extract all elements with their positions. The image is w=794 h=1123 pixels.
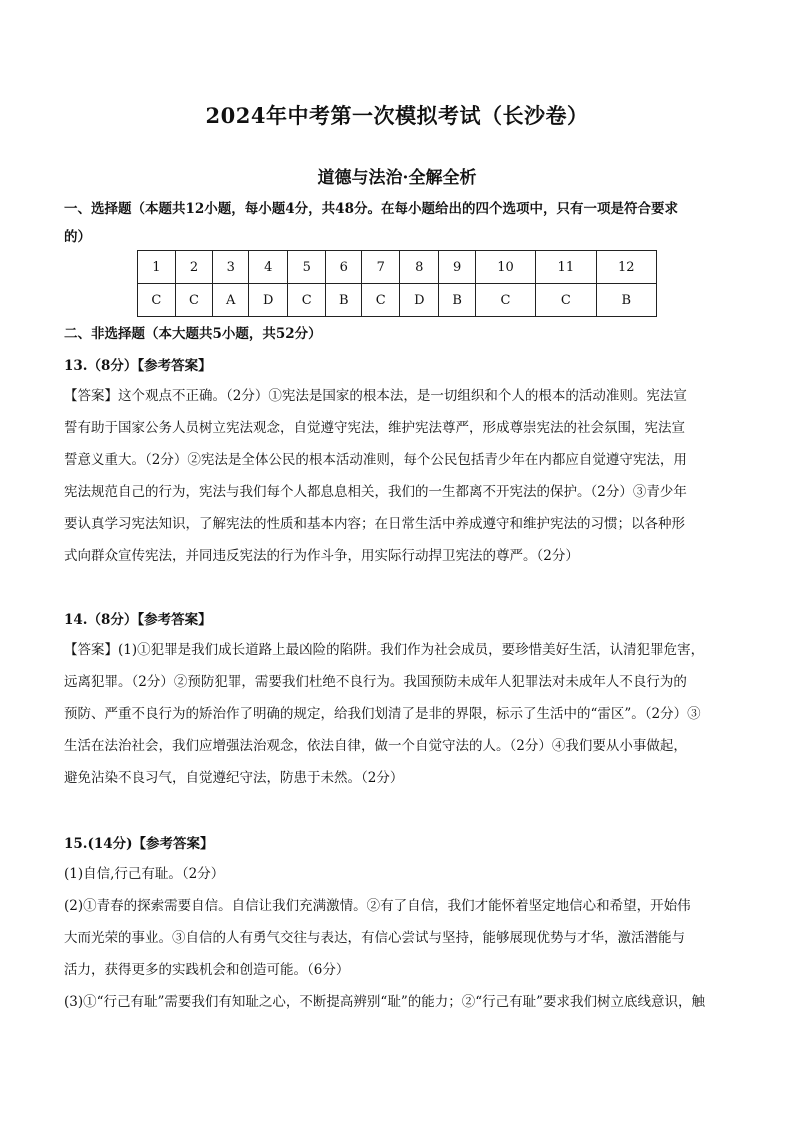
q15-answer-line: (3)①“行己有耻”需要我们有知耻之心，不断提高辨别“耻”的能力；②“行己有耻”要求我们树立底线意识，触 [64, 994, 706, 1010]
question-number-cell: 9 [439, 251, 475, 284]
question-number-cell: 11 [536, 251, 596, 284]
answer-cell: C [536, 284, 596, 317]
answer-table [137, 250, 657, 317]
question-number-cell: 5 [288, 251, 326, 284]
q13-answer-line: 要认真学习宪法知识，了解宪法的性质和基本内容；在日常生活中养成遵守和维护宪法的习惯；以各种形 [64, 516, 685, 532]
section1-heading-line1: 一、选择题（本题共12小题，每小题4分，共48分。在每小题给出的四个选项中，只有一项是符合要求 [64, 201, 678, 217]
question-number-cell: 3 [213, 251, 249, 284]
answer-cell: C [138, 284, 176, 317]
section2-heading: 二、非选择题（本大题共5小题，共52分） [64, 326, 322, 342]
question-number-cell: 7 [362, 251, 400, 284]
section1-heading-line2: 的） [64, 229, 91, 245]
q13-answer-line: 誓有助于国家公务人员树立宪法观念，自觉遵守宪法，维护宪法尊严，形成尊崇宪法的社会氛围，宪法宣 [64, 420, 685, 436]
question-number-cell: 6 [326, 251, 362, 284]
page-subtitle: 道德与法治·全解全析 [317, 168, 477, 188]
q14-answer-line: 避免沾染不良习气，自觉遵纪守法，防患于未然。（2分） [64, 770, 404, 786]
q15-answer-line: (1)自信,行己有耻。（2分） [64, 866, 225, 882]
q15-header: 15.(14分)【参考答案】 [64, 836, 214, 852]
question-number-cell: 4 [249, 251, 288, 284]
q13-answer-line: 式向群众宣传宪法，并同违反宪法的行为作斗争，用实际行动捍卫宪法的尊严。（2分） [64, 548, 579, 564]
answer-table-number-row [138, 251, 657, 284]
answer-cell: B [439, 284, 475, 317]
page-title: 2024年中考第一次模拟考试（长沙卷） [205, 103, 589, 128]
q15-answer-line: (2)①青春的探索需要自信。自信让我们充满激情。②有了自信，我们才能怀着坚定地信心和希望，开始伟 [64, 898, 691, 914]
answer-cell: C [175, 284, 213, 317]
q14-answer-line: 预防、严重不良行为的矫治作了明确的规定，给我们划清了是非的界限，标示了生活中的“雷区”。（2分）③ [64, 706, 701, 722]
question-number-cell: 8 [400, 251, 439, 284]
question-number-cell: 1 [138, 251, 176, 284]
answer-cell: C [288, 284, 326, 317]
q13-answer-line: 誓意义重大。（2分）②宪法是全体公民的根本活动准则，每个公民包括青少年在内都应自觉遵守宪法，用 [64, 452, 687, 468]
q14-answer-line: 【答案】(1)①犯罪是我们成长道路上最凶险的陷阱。我们作为社会成员，要珍惜美好生活，认清犯罪危害， [64, 642, 705, 658]
question-number-cell: 2 [175, 251, 213, 284]
q13-header: 13.（8分）【参考答案】 [64, 358, 212, 374]
answer-cell: C [362, 284, 400, 317]
q14-answer-line: 远离犯罪。（2分）②预防犯罪，需要我们杜绝不良行为。我国预防未成年人犯罪法对未成年人不良行为的 [64, 674, 687, 690]
q13-answer-line: 【答案】这个观点不正确。（2分）①宪法是国家的根本法，是一切组织和个人的根本的活动准则。宪法宣 [64, 388, 687, 404]
answer-table-answer-row [138, 284, 657, 317]
q14-header: 14.（8分）【参考答案】 [64, 612, 212, 628]
question-number-cell: 12 [596, 251, 657, 284]
answer-cell: D [400, 284, 439, 317]
answer-cell: C [475, 284, 535, 317]
q14-answer-line: 生活在法治社会，我们应增强法治观念，依法自律，做一个自觉守法的人。（2分）④我们要从小事做起， [64, 738, 687, 754]
answer-cell: B [326, 284, 362, 317]
q15-answer-line: 活力，获得更多的实践机会和创造可能。（6分） [64, 962, 350, 978]
answer-cell: B [596, 284, 657, 317]
q13-answer-line: 宪法规范自己的行为，宪法与我们每个人都息息相关，我们的一生都离不开宪法的保护。（2分）③青少年 [64, 484, 687, 500]
q15-answer-line: 大而光荣的事业。③自信的人有勇气交往与表达，有信心尝试与坚持，能够展现优势与才华，激活潜能与 [64, 930, 685, 946]
question-number-cell: 10 [475, 251, 535, 284]
answer-cell: A [213, 284, 249, 317]
answer-cell: D [249, 284, 288, 317]
